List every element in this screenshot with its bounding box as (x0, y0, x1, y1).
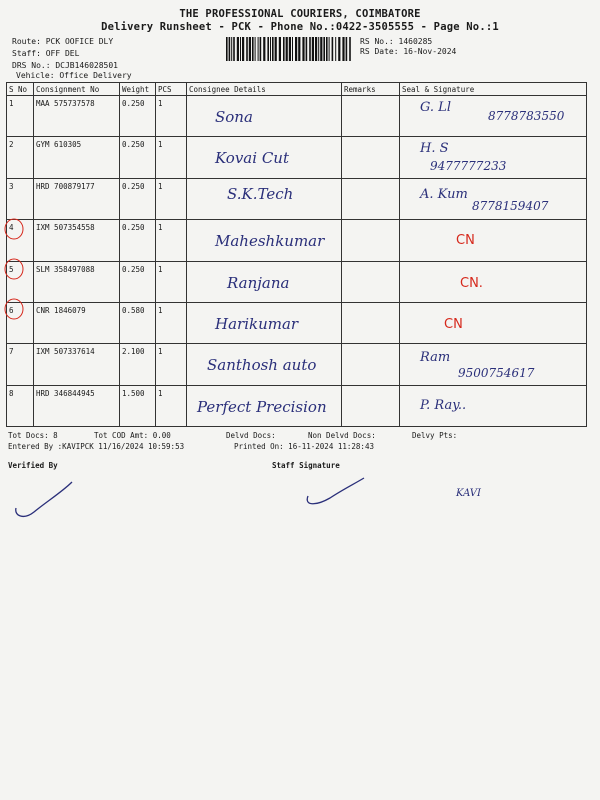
cell-consignment: IXM 507354558 (34, 220, 120, 261)
rs-number: RS No.: 1460285 (360, 37, 433, 46)
handwritten-cn-mark: CN (444, 316, 463, 332)
cell-pcs: 1 (156, 178, 187, 219)
cell-remarks (342, 220, 400, 261)
tot-cod-amt: Tot COD Amt: 0.00 (94, 431, 171, 440)
handwritten-consignee: Sona (215, 108, 253, 126)
cell-remarks (342, 344, 400, 385)
cell-remarks (342, 385, 400, 426)
table-row (7, 137, 587, 178)
cell-remarks (342, 261, 400, 302)
cell-remarks (342, 137, 400, 178)
handwritten-consignee: S.K.Tech (227, 184, 294, 203)
cell-consignment: MAA 575737578 (34, 96, 120, 137)
cell-signature (400, 220, 587, 261)
cell-consignee (187, 385, 342, 426)
tot-docs: Tot Docs: 8 (8, 431, 58, 440)
handwritten-cn-mark: CN. (460, 275, 483, 291)
cell-consignment: GYM 610305 (34, 137, 120, 178)
cell-weight: 0.250 (120, 220, 156, 261)
table-row (7, 344, 587, 385)
cell-consignment: HRD 700879177 (34, 178, 120, 219)
cell-signature (400, 178, 587, 219)
handwritten-consignee: Ranjana (227, 273, 290, 292)
printed-on: Printed On: 16-11-2024 11:28:43 (234, 442, 374, 451)
cell-weight: 0.580 (120, 302, 156, 343)
staff-signature-icon (302, 476, 372, 510)
cell-signature (400, 302, 587, 343)
cell-consignment: IXM 507337614 (34, 344, 120, 385)
cell-consignment: HRD 346844945 (34, 385, 120, 426)
handwritten-phone: 8778159407 (472, 198, 549, 213)
handwritten-phone: 9477777233 (430, 159, 507, 174)
staff-initials: KAVI (456, 488, 481, 499)
company-title: THE PROFESSIONAL COURIERS, COIMBATORE (179, 8, 421, 20)
cell-weight: 0.250 (120, 137, 156, 178)
cell-sno: 2 (7, 137, 34, 178)
handwritten-consignee: Perfect Precision (197, 397, 327, 416)
col-header-weight: Weight (120, 83, 156, 96)
rs-date: RS Date: 16-Nov-2024 (360, 47, 457, 56)
cell-consignee (187, 344, 342, 385)
cell-sno: 1 (7, 96, 34, 137)
table-row (7, 385, 587, 426)
cell-signature (400, 261, 587, 302)
cell-weight: 2.100 (120, 344, 156, 385)
vehicle-label: Vehicle: Office Delivery (16, 71, 132, 80)
cell-sno: 8 (7, 385, 34, 426)
cell-signature (400, 96, 587, 137)
cell-consignment: SLM 358497088 (34, 261, 120, 302)
cell-consignee (187, 96, 342, 137)
handwritten-consignee: Harikumar (215, 314, 299, 333)
handwritten-signature: G. Ll (420, 100, 451, 115)
verified-by-label: Verified By (8, 461, 58, 470)
cell-consignee (187, 178, 342, 219)
table-row (7, 178, 587, 219)
handwritten-signature: A. Kum (420, 186, 468, 202)
cell-pcs: 1 (156, 302, 187, 343)
table-row (7, 96, 587, 137)
cell-consignee (187, 137, 342, 178)
handwritten-consignee: Santhosh auto (207, 356, 317, 375)
delvy-pts: Delvy Pts: (412, 431, 458, 440)
col-header-consignee: Consignee Details (187, 83, 342, 96)
col-header-consignment: Consignment No (34, 83, 120, 96)
table-header-row (7, 83, 587, 96)
cell-signature (400, 344, 587, 385)
drs-number: DRS No.: DCJB146028501 (12, 61, 118, 70)
cell-weight: 0.250 (120, 178, 156, 219)
handwritten-phone: 8778783550 (488, 109, 565, 123)
cell-pcs: 1 (156, 261, 187, 302)
runsheet-table (6, 82, 587, 427)
handwritten-consignee: Kovai Cut (215, 149, 289, 168)
staff-signature-label: Staff Signature (272, 461, 340, 470)
cell-pcs: 1 (156, 96, 187, 137)
cell-weight: 1.500 (120, 385, 156, 426)
handwritten-cn-mark: CN (456, 233, 475, 249)
cell-weight: 0.250 (120, 261, 156, 302)
barcode-icon (226, 37, 354, 61)
staff-label: Staff: OFF DEL (12, 49, 80, 58)
cell-signature (400, 385, 587, 426)
cell-consignee (187, 220, 342, 261)
cell-weight: 0.250 (120, 96, 156, 137)
runsheet-title: Delivery Runsheet - PCK - Phone No.:0422-3505555 - Page No.:1 (101, 21, 499, 33)
cell-remarks (342, 178, 400, 219)
cell-pcs: 1 (156, 344, 187, 385)
col-header-signature: Seal & Signature (400, 83, 587, 96)
delvd-docs: Delvd Docs: (226, 431, 276, 440)
handwritten-signature: H. S (420, 141, 449, 157)
cell-consignment: CNR 1846079 (34, 302, 120, 343)
cell-pcs: 1 (156, 137, 187, 178)
table-row (7, 261, 587, 302)
handwritten-signature: Ram (420, 350, 451, 366)
cell-pcs: 1 (156, 220, 187, 261)
cell-sno: 3 (7, 178, 34, 219)
non-delvd-docs: Non Delvd Docs: (308, 431, 376, 440)
handwritten-consignee: Maheshkumar (215, 232, 325, 251)
cell-sno: 4 (7, 220, 34, 261)
cell-signature (400, 137, 587, 178)
handwritten-phone: 9500754617 (458, 366, 535, 381)
cell-pcs: 1 (156, 385, 187, 426)
table-row (7, 302, 587, 343)
verified-signature-icon (10, 478, 80, 522)
route-label: Route: PCK OOFICE DLY (12, 37, 114, 46)
cell-sno: 6 (7, 302, 34, 343)
cell-consignee (187, 302, 342, 343)
col-header-remarks: Remarks (342, 83, 400, 96)
col-header-sno: S No (7, 83, 34, 96)
red-circle-marks-icon (2, 216, 26, 326)
cell-remarks (342, 302, 400, 343)
col-header-pcs: PCS (156, 83, 187, 96)
cell-consignee (187, 261, 342, 302)
handwritten-signature: P. Ray.. (420, 397, 467, 413)
cell-sno: 5 (7, 261, 34, 302)
table-row (7, 220, 587, 261)
entered-by: Entered By :KAVIPCK 11/16/2024 10:59:53 (8, 442, 185, 451)
cell-sno: 7 (7, 344, 34, 385)
cell-remarks (342, 96, 400, 137)
